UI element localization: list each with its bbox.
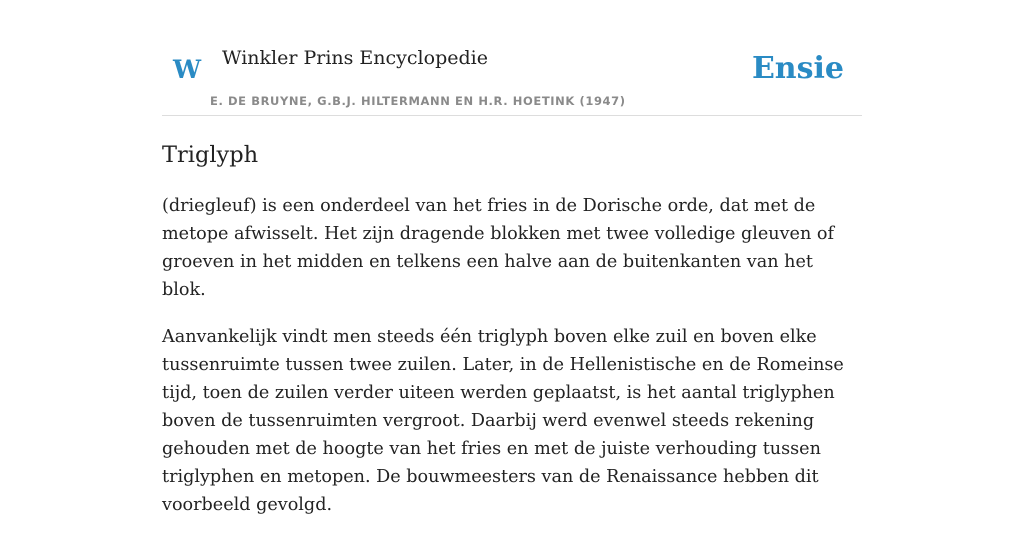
source-logo[interactable]: W: [173, 55, 202, 84]
article-paragraph: Aanvankelijk vindt men steeds één triglyph boven elke zuil en boven elke tussenruimte tussen twee zuilen. Later, in de Hellenistische en de Romeinse tijd, toen de zuilen verder uiteen werden geplaatst, is het aantal triglyphen boven de tussenruimten vergroot. Daarbij werd evenwel steeds rekening gehouden met de hoogte van het fries en met de juiste verhouding tussen triglyphen en metopen. De bouwmeesters van de Renaissance hebben dit voorbeeld gevolgd.: [162, 327, 844, 515]
source-authors: E. DE BRUYNE, G.B.J. HILTERMANN EN H.R. HOETINK (1947): [210, 94, 626, 108]
page: [162, 0, 862, 515]
article-paragraph: (driegleuf) is een onderdeel van het fries in de Dorische orde, dat met de metope afwisselt. Het zijn dragende blokken met twee volledige gleuven of groeven in het midden en telkens een halve aan de buitenkanten van het blok.: [162, 196, 834, 300]
brand-logo[interactable]: Ensie: [751, 51, 844, 86]
article-title: Triglyph: [162, 142, 259, 168]
source-header: [162, 0, 862, 116]
source-title[interactable]: Winkler Prins Encyclopedie: [222, 47, 488, 69]
article-body: [162, 192, 862, 538]
